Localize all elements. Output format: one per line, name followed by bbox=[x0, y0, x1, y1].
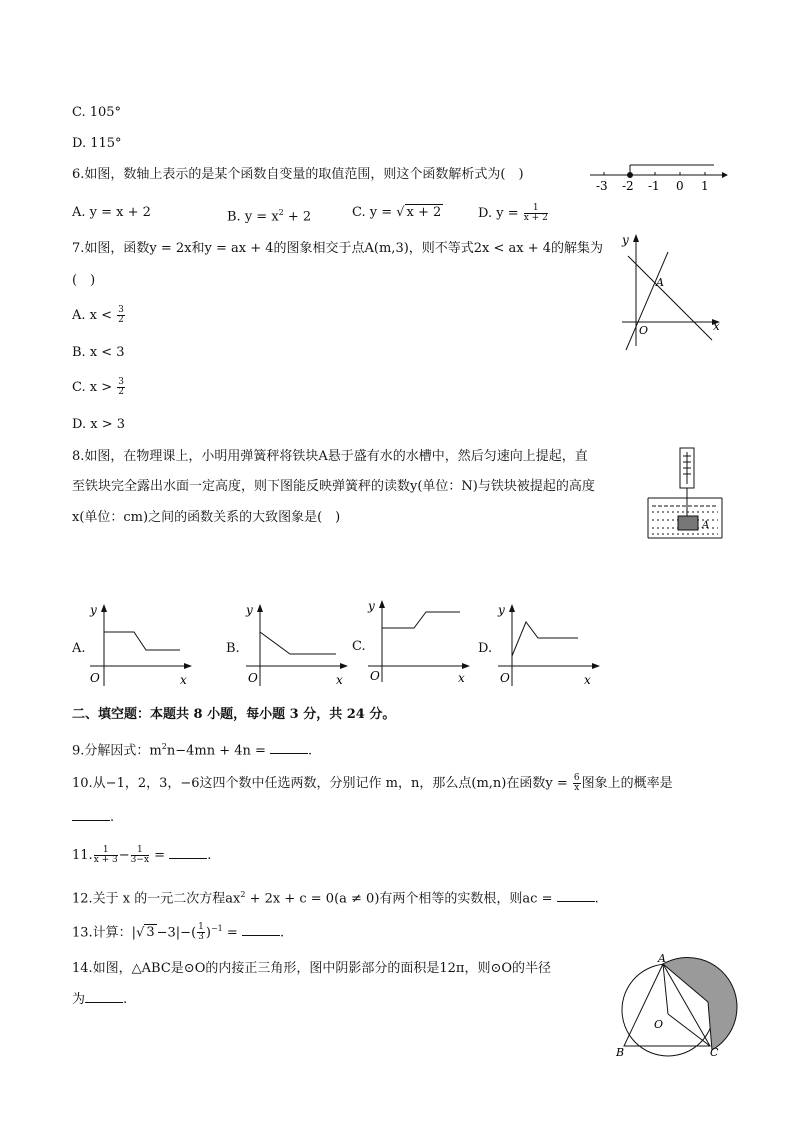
vertex-a-label: A bbox=[658, 952, 666, 965]
graph-a-label: A. bbox=[72, 641, 86, 656]
tick-label: 1 bbox=[701, 179, 709, 193]
q5-option-c: C. 105° bbox=[72, 105, 122, 120]
q8-line3: x(单位：cm)之间的函数关系的大致图象是( ) bbox=[72, 510, 341, 525]
center-o-label: O bbox=[654, 1018, 664, 1031]
q7-option-c: C. x > $\frac{3}{2}$ bbox=[72, 377, 124, 397]
q10-blank-line: . bbox=[72, 808, 114, 827]
q7-option-a: A. x < $\frac{3}{2}$ bbox=[72, 305, 124, 325]
tick-label: -2 bbox=[622, 179, 634, 193]
q6-option-b: B. $y = x^2 + 2$ bbox=[227, 208, 312, 225]
q7-option-b: B. x < 3 bbox=[72, 345, 125, 360]
block-label: A bbox=[702, 520, 710, 531]
spring-scale-figure bbox=[646, 446, 724, 542]
tick-label: -3 bbox=[596, 179, 608, 193]
graph-d-label: D. bbox=[478, 641, 493, 656]
q6-option-d: D. y = $\frac{1}{x + 2}$ bbox=[478, 203, 548, 223]
graph-a bbox=[88, 604, 192, 688]
answer-blank bbox=[85, 990, 123, 1003]
q13: 13.计算：|√ 3 −3|−( $\frac{1}{3}$ )$^{-1}$ = . bbox=[72, 922, 285, 943]
graph-c bbox=[366, 600, 470, 684]
graph-c-label: C. bbox=[352, 639, 366, 654]
origin: O bbox=[370, 669, 380, 683]
q7-graph-figure bbox=[612, 234, 724, 354]
q8-line1: 8.如图，在物理课上，小明用弹簧秤将铁块A悬于盛有水的水槽中，然后匀速向上提起，直 bbox=[72, 449, 588, 464]
q5-option-d: D. 115° bbox=[72, 136, 122, 151]
axis-y: y bbox=[246, 603, 253, 617]
origin-label: O bbox=[639, 324, 649, 337]
q11: 11. $\frac{1}{x + 3}$ − $\frac{1}{3-x}$ = . bbox=[72, 845, 212, 865]
q6-option-a: A. y = x + 2 bbox=[72, 205, 151, 220]
answer-blank bbox=[557, 889, 595, 902]
vertex-c-label: C bbox=[710, 1046, 719, 1059]
axis-y: y bbox=[498, 603, 505, 617]
q12: 12.关于 x 的一元二次方程$ax^2 + 2x + c = 0(a \ne 0)$有两个相等的实数根，则ac = . bbox=[72, 890, 599, 907]
axis-x: x bbox=[584, 673, 591, 687]
graph-b-label: B. bbox=[226, 641, 240, 656]
q14-line1: 14.如图，△ABC是⊙O的内接正三角形，图中阴影部分的面积是12π，则⊙O的半径 bbox=[72, 961, 551, 976]
axis-y: y bbox=[90, 603, 97, 617]
answer-blank bbox=[270, 741, 308, 754]
q6-stem: 6.如图，数轴上表示的是某个函数自变量的取值范围，则这个函数解析式为( ) bbox=[72, 167, 524, 182]
q7-stem: 7.如图，函数y = 2x和y = ax + 4的图象相交于点A(m,3)，则不等式2x < ax + 4的解集为 bbox=[72, 241, 604, 256]
number-line-figure bbox=[590, 160, 730, 196]
axis-x: x bbox=[336, 673, 343, 687]
q6-option-c: C. y = √ x + 2 bbox=[352, 205, 442, 220]
axis-x: x bbox=[180, 673, 187, 687]
tick-label: -1 bbox=[648, 179, 660, 193]
y-axis-label: y bbox=[622, 233, 629, 247]
q9: 9.分解因式：$m^2n-4mn + 4n$ = . bbox=[72, 742, 313, 759]
tick-label: 0 bbox=[676, 179, 684, 193]
q8-line2: 至铁块完全露出水面一定高度，则下图能反映弹簧秤的读数y(单位：N)与铁块被提起的高度 bbox=[72, 479, 595, 494]
circle-triangle-figure bbox=[610, 954, 732, 1060]
point-a-label: A bbox=[656, 276, 664, 289]
answer-blank bbox=[242, 923, 280, 936]
q10: 10.从−1，2，3，−6这四个数中任选两数，分别记作 m，n，那么点(m,n)在函数y = $\frac{6}{x}$ 图象上的概率是 bbox=[72, 773, 673, 793]
axis-y: y bbox=[368, 599, 375, 613]
q7-stem-cont: ( ) bbox=[72, 273, 96, 288]
vertex-b-label: B bbox=[616, 1046, 625, 1059]
answer-blank bbox=[72, 808, 110, 821]
origin: O bbox=[500, 671, 510, 685]
graph-b bbox=[244, 604, 348, 688]
q7-option-d: D. x > 3 bbox=[72, 417, 125, 432]
origin: O bbox=[248, 671, 258, 685]
axis-x: x bbox=[458, 671, 465, 685]
x-axis-label: x bbox=[713, 319, 720, 333]
graph-d bbox=[496, 604, 600, 688]
origin: O bbox=[90, 671, 100, 685]
answer-blank bbox=[169, 846, 207, 859]
q14-line2: 为 . bbox=[72, 992, 128, 1007]
section-heading: 二、填空题：本题共 8 小题，每小题 3 分，共 24 分。 bbox=[72, 707, 396, 722]
